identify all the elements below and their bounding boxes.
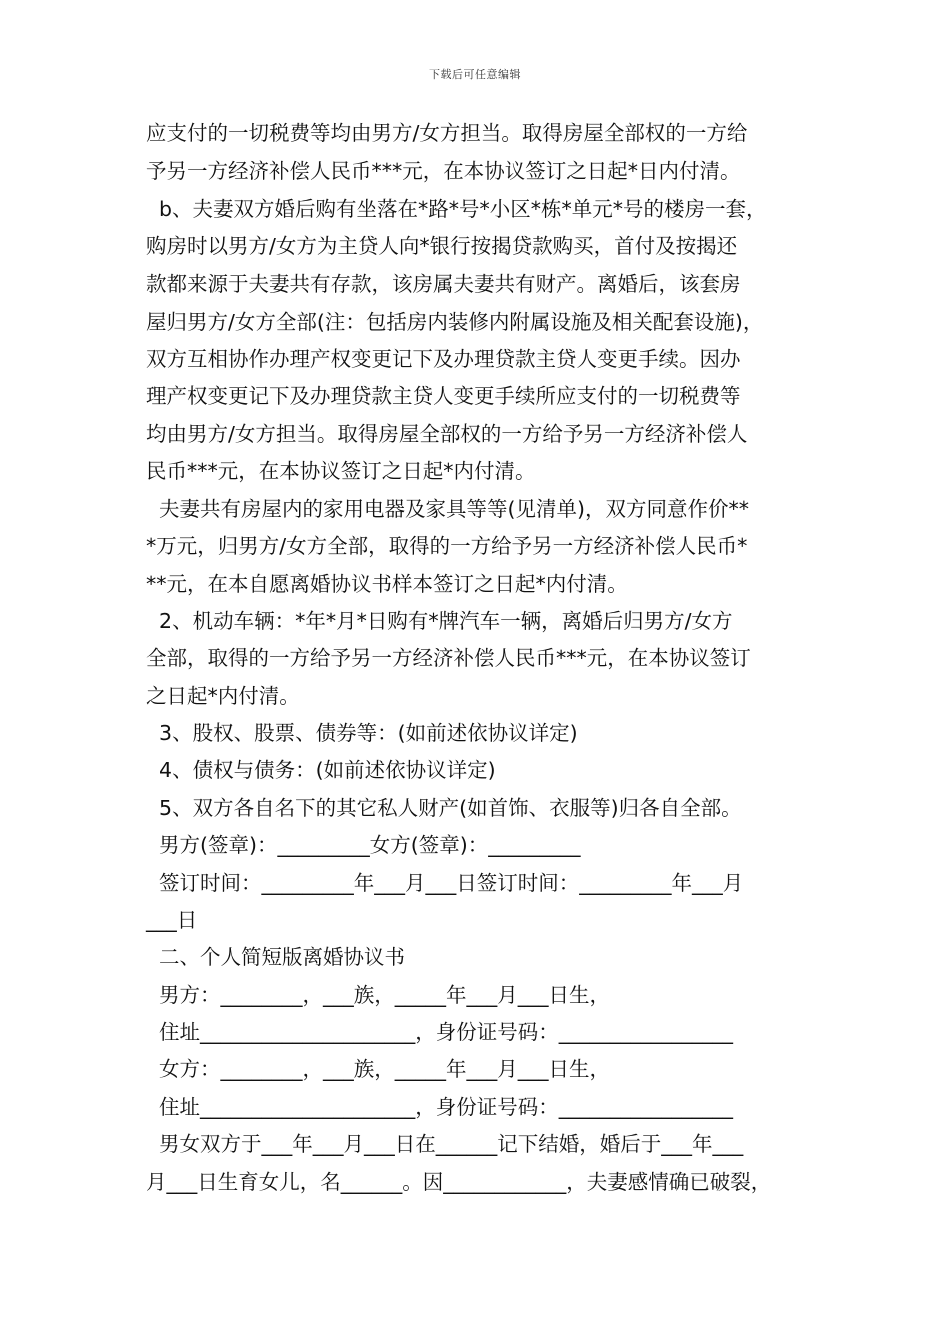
date-line: 签订时间：_________年___月___日签订时间：_________年___月: [146, 871, 744, 895]
text-line: ___日: [146, 908, 198, 932]
text-line: 屋归男方/女方全部(注：包括房内装修内附属设施及相关配套设施)，: [146, 310, 764, 334]
text-line: 4、债权与债务：(如前述依协议详定): [146, 758, 496, 782]
text-line: b、夫妻双方婚后购有坐落在*路*号*小区*栋*单元*号的楼房一套，: [146, 197, 767, 221]
text-line: 款都来源于夫妻共有存款，该房属夫妻共有财产。离婚后，该套房: [146, 272, 741, 296]
text-line: 住址_____________________，身份证号码：_________________: [146, 1020, 734, 1044]
text-line: 月___日生育女儿，名______。因____________，夫妻感情确已破裂，: [146, 1170, 772, 1194]
text-line: 理产权变更记下及办理贷款主贷人变更手续所应支付的一切税费等: [146, 384, 741, 408]
text-line: **元，在本自愿离婚协议书样本签订之日起*内付清。: [146, 572, 628, 596]
text-line: 3、股权、股票、债券等：(如前述依协议详定): [146, 721, 578, 745]
text-line: 之日起*内付清。: [146, 684, 300, 708]
text-line: 全部，取得的一方给予另一方经济补偿人民币***元，在本协议签订: [146, 646, 751, 670]
text-line: 予另一方经济补偿人民币***元，在本协议签订之日起*日内付清。: [146, 159, 741, 183]
text-line: 2、机动车辆：*年*月*日购有*牌汽车一辆，离婚后归男方/女方: [146, 609, 733, 633]
text-line: 民币***元，在本协议签订之日起*内付清。: [146, 459, 536, 483]
text-line: *万元，归男方/女方全部，取得的一方给予另一方经济补偿人民币*: [146, 534, 748, 558]
text-line: 男女双方于___年___月___日在______记下结婚，婚后于___年___: [146, 1132, 744, 1156]
section-title: 二、个人简短版离婚协议书: [146, 945, 406, 969]
text-line: 双方互相协作办理产权变更记下及办理贷款主贷人变更手续。因办: [146, 347, 741, 371]
text-line: 应支付的一切税费等均由男方/女方担当。取得房屋全部权的一方给: [146, 121, 748, 145]
text-line: 夫妻共有房屋内的家用电器及家具等等(见清单)，双方同意作价**: [146, 497, 750, 521]
text-line: 购房时以男方/女方为主贷人向*银行按揭贷款购买，首付及按揭还: [146, 234, 738, 258]
text-line: 女方：________，___族，_____年___月___日生，: [146, 1057, 611, 1081]
text-line: 住址_____________________，身份证号码：_________________: [146, 1095, 734, 1119]
page-header: 下载后可任意编辑: [429, 68, 521, 81]
text-line: 均由男方/女方担当。取得房屋全部权的一方给予另一方经济补偿人: [146, 422, 748, 446]
text-line: 男方：________，___族，_____年___月___日生，: [146, 983, 611, 1007]
signature-line: 男方(签章)：_________女方(签章)：_________: [146, 833, 581, 857]
text-line: 5、双方各自名下的其它私人财产(如首饰、衣服等)归各自全部。: [146, 796, 742, 820]
